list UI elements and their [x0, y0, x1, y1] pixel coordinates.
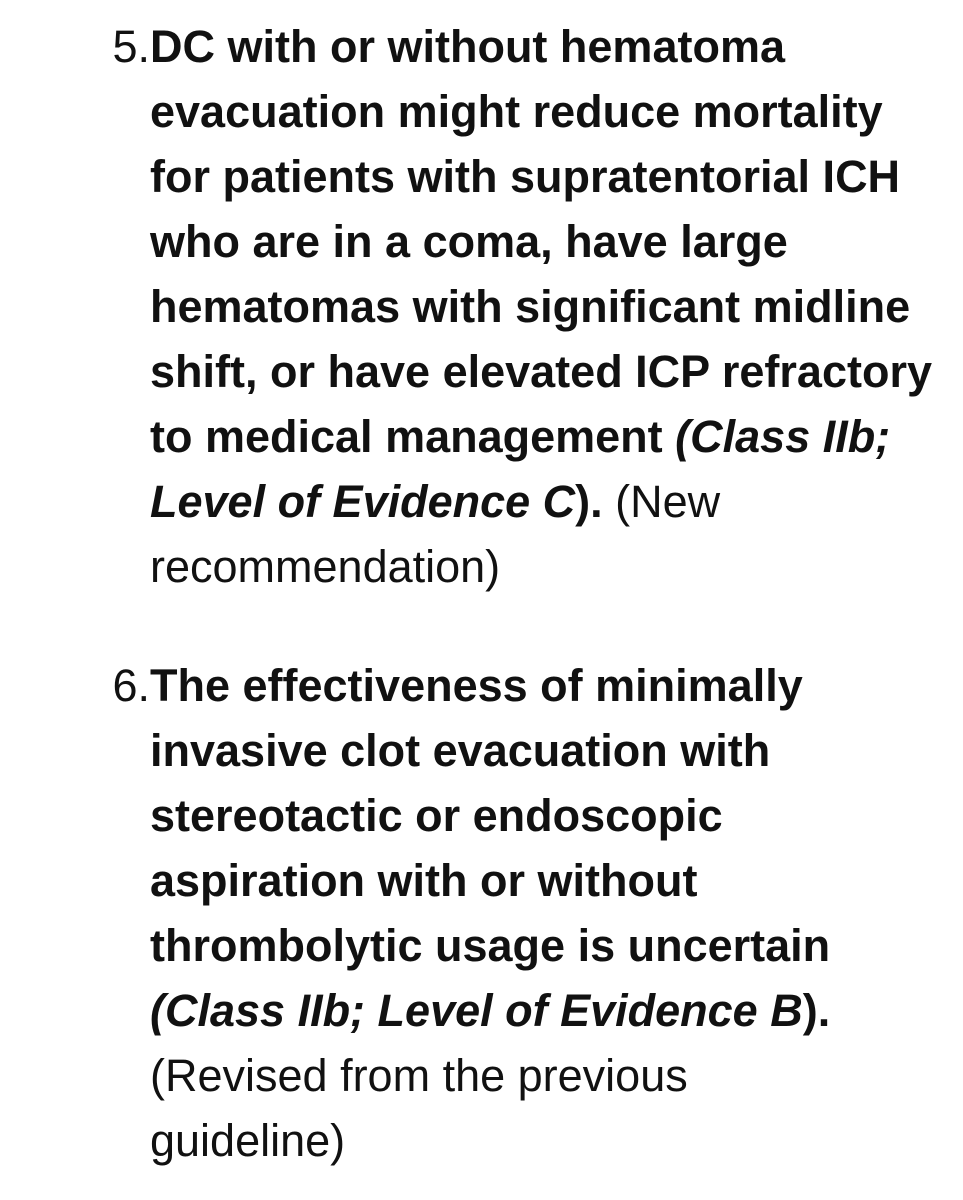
text-line [150, 978, 944, 1043]
text-line: shift, or have elevated ICP refractory [150, 346, 932, 397]
revision-note: (New [602, 476, 721, 527]
recommendation-5 [94, 14, 944, 599]
text-line: who are in a coma, have large [150, 216, 788, 267]
text-line [150, 469, 944, 534]
text-line: evacuation might reduce mortality [150, 86, 883, 137]
text-fragment: to medical management [150, 411, 676, 462]
revision-note: (Revised from the previous [150, 1050, 688, 1101]
text-line: invasive clot evacuation with [150, 725, 771, 776]
closing-punctuation: ). [802, 985, 831, 1036]
recommendation-text [150, 14, 944, 599]
text-line: aspiration with or without [150, 855, 698, 906]
text-line [150, 404, 944, 469]
closing-punctuation: ). [575, 476, 603, 527]
text-line: thrombolytic usage is uncertain [150, 920, 831, 971]
evidence-level: Level of Evidence C [150, 476, 576, 527]
text-line: The effectiveness of minimally [150, 660, 803, 711]
text-line: hematomas with significant midline [150, 281, 911, 332]
recommendation-text [150, 653, 944, 1173]
text-line: DC with or without hematoma [150, 21, 785, 72]
text-line: stereotactic or endoscopic [150, 790, 723, 841]
revision-note: guideline) [150, 1115, 346, 1166]
evidence-class: (Class IIb; Level of Evidence B [150, 985, 803, 1036]
evidence-class: (Class IIb; [675, 411, 891, 462]
list-number: 6. [112, 660, 150, 711]
revision-note: recommendation) [150, 541, 501, 592]
text-line: for patients with supratentorial ICH [150, 151, 901, 202]
list-number: 5. [112, 21, 150, 72]
recommendation-6 [94, 653, 944, 1173]
